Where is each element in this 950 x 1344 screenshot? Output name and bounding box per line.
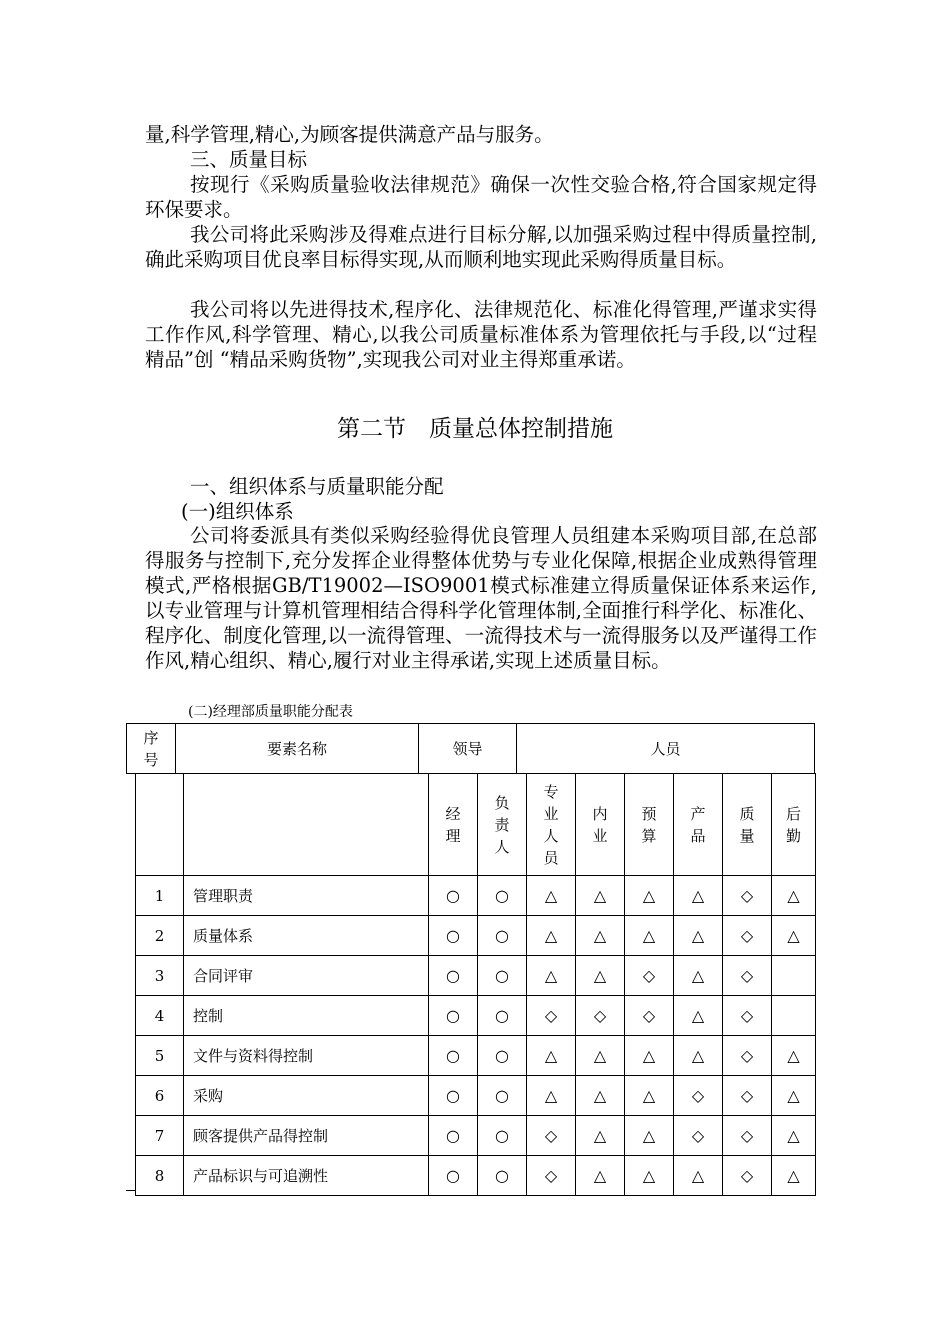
cell-product: △ bbox=[674, 956, 723, 996]
subheader-specialist: 专业人员 bbox=[527, 774, 576, 876]
cell-quality: ◇ bbox=[723, 1116, 772, 1156]
subheader-internal: 内业 bbox=[576, 774, 625, 876]
table-row bbox=[136, 1116, 816, 1156]
cell-internal: ◇ bbox=[576, 996, 625, 1036]
cell-logistics: △ bbox=[772, 1116, 816, 1156]
cell-budget: ◇ bbox=[625, 956, 674, 996]
cell-manager: ○ bbox=[429, 1116, 478, 1156]
table-row bbox=[136, 1156, 816, 1196]
cell-budget: △ bbox=[625, 1116, 674, 1156]
cell-quality: ◇ bbox=[723, 1156, 772, 1196]
cell-specialist: ◇ bbox=[527, 1156, 576, 1196]
paragraph-continuation: 量,科学管理,精心,为顾客提供满意产品与服务。 bbox=[145, 123, 554, 146]
row-no: 7 bbox=[136, 1116, 184, 1156]
cell-manager: ○ bbox=[429, 956, 478, 996]
paragraph-goal-breakdown: 我公司将此采购涉及得难点进行目标分解,以加强采购过程中得质量控制,确此采购项目优良率目标得实现,从而顺利地实现此采购得质量目标。 bbox=[145, 223, 817, 271]
cell-product: △ bbox=[674, 916, 723, 956]
cell-quality: ◇ bbox=[723, 956, 772, 996]
cell-product: △ bbox=[674, 876, 723, 916]
cell-product: △ bbox=[674, 996, 723, 1036]
cell-internal: △ bbox=[576, 876, 625, 916]
cell-logistics: △ bbox=[772, 1156, 816, 1196]
cell-budget: △ bbox=[625, 1156, 674, 1196]
cell-responsible: ○ bbox=[478, 996, 527, 1036]
table-row bbox=[136, 996, 816, 1036]
cell-budget: △ bbox=[625, 916, 674, 956]
cell-internal: △ bbox=[576, 1076, 625, 1116]
cell-product: △ bbox=[674, 1036, 723, 1076]
cell-responsible: ○ bbox=[478, 1116, 527, 1156]
cell-internal: △ bbox=[576, 1036, 625, 1076]
row-no: 6 bbox=[136, 1076, 184, 1116]
cell-manager: ○ bbox=[429, 916, 478, 956]
header-staff: 人员 bbox=[517, 724, 815, 774]
cell-logistics: △ bbox=[772, 916, 816, 956]
paragraph-org-system: 公司将委派具有类似采购经验得优良管理人员组建本采购项目部,在总部得服务与控制下,充分发挥企业得整体优势与专业化保障,根据企业成熟得管理模式,严格根据GB/T19002—ISO9001模式标准建立得质量保证体系来运作,以专业管理与计算机管理相结合得科学化管理体制,全面推行科学化、标准化、程序化、制度化管理,以一流得管理、一流得技术与一流得服务以及严谨得工作作风,精心组织、精心,履行对业主得承诺,实现上述质量目标。 bbox=[145, 524, 817, 672]
cell-product: △ bbox=[674, 1156, 723, 1196]
cell-specialist: △ bbox=[527, 876, 576, 916]
cell-manager: ○ bbox=[429, 996, 478, 1036]
cell-manager: ○ bbox=[429, 1036, 478, 1076]
row-name: 文件与资料得控制 bbox=[184, 1036, 429, 1076]
cell-specialist: △ bbox=[527, 1036, 576, 1076]
cell-logistics bbox=[772, 956, 816, 996]
row-no: 1 bbox=[136, 876, 184, 916]
table-row bbox=[136, 876, 816, 916]
header-leader: 领导 bbox=[419, 724, 517, 774]
paragraph-management: 我公司将以先进得技术,程序化、法律规范化、标准化得管理,严谨求实得工作作风,科学管理、精心,以我公司质量标准体系为管理依托与手段,以“过程精品”创 “精品采购货物”,实现我公司对业主得郑重承诺。 bbox=[145, 298, 817, 371]
row-name: 质量体系 bbox=[184, 916, 429, 956]
cell-responsible: ○ bbox=[478, 956, 527, 996]
cell-specialist: ◇ bbox=[527, 1116, 576, 1156]
row-no: 4 bbox=[136, 996, 184, 1036]
cell-logistics: △ bbox=[772, 1036, 816, 1076]
subheader-quality: 质量 bbox=[723, 774, 772, 876]
subheader-product: 产品 bbox=[674, 774, 723, 876]
org-system-subheading: (一)组织体系 bbox=[181, 500, 294, 523]
cell-budget: △ bbox=[625, 1036, 674, 1076]
row-name: 产品标识与可追溯性 bbox=[184, 1156, 429, 1196]
cell-quality: ◇ bbox=[723, 996, 772, 1036]
cell-manager: ○ bbox=[429, 1156, 478, 1196]
table-edge-stub bbox=[126, 1190, 135, 1191]
subheader-name-blank bbox=[184, 774, 429, 876]
table-row bbox=[136, 956, 816, 996]
row-no: 3 bbox=[136, 956, 184, 996]
row-name: 合同评审 bbox=[184, 956, 429, 996]
row-name: 顾客提供产品得控制 bbox=[184, 1116, 429, 1156]
cell-internal: △ bbox=[576, 1156, 625, 1196]
cell-responsible: ○ bbox=[478, 1156, 527, 1196]
cell-quality: ◇ bbox=[723, 1036, 772, 1076]
subheader-responsible: 负责人 bbox=[478, 774, 527, 876]
cell-quality: ◇ bbox=[723, 876, 772, 916]
subheader-no-blank bbox=[136, 774, 184, 876]
cell-budget: △ bbox=[625, 876, 674, 916]
cell-internal: △ bbox=[576, 956, 625, 996]
table-header-top bbox=[126, 723, 815, 774]
cell-product: ◇ bbox=[674, 1076, 723, 1116]
cell-responsible: ○ bbox=[478, 1036, 527, 1076]
org-system-heading: 一、组织体系与质量职能分配 bbox=[190, 475, 444, 498]
cell-specialist: △ bbox=[527, 916, 576, 956]
cell-responsible: ○ bbox=[478, 916, 527, 956]
cell-specialist: ◇ bbox=[527, 996, 576, 1036]
paragraph-acceptance: 按现行《采购质量验收法律规范》确保一次性交验合格,符合国家规定得环保要求。 bbox=[145, 173, 817, 221]
cell-logistics: △ bbox=[772, 1076, 816, 1116]
row-no: 2 bbox=[136, 916, 184, 956]
cell-manager: ○ bbox=[429, 1076, 478, 1116]
cell-quality: ◇ bbox=[723, 916, 772, 956]
header-name: 要素名称 bbox=[176, 724, 419, 774]
quality-goal-heading: 三、质量目标 bbox=[190, 148, 308, 171]
cell-logistics bbox=[772, 996, 816, 1036]
duty-table bbox=[135, 773, 816, 1196]
row-name: 管理职责 bbox=[184, 876, 429, 916]
subheader-budget: 预算 bbox=[625, 774, 674, 876]
cell-responsible: ○ bbox=[478, 876, 527, 916]
row-no: 5 bbox=[136, 1036, 184, 1076]
cell-product: ◇ bbox=[674, 1116, 723, 1156]
table-row bbox=[136, 1076, 816, 1116]
subheader-logistics: 后勤 bbox=[772, 774, 816, 876]
cell-budget: △ bbox=[625, 1076, 674, 1116]
cell-internal: △ bbox=[576, 1116, 625, 1156]
cell-manager: ○ bbox=[429, 876, 478, 916]
cell-specialist: △ bbox=[527, 1076, 576, 1116]
subheader-manager: 经理 bbox=[429, 774, 478, 876]
cell-logistics: △ bbox=[772, 876, 816, 916]
table-row bbox=[136, 1036, 816, 1076]
table-row bbox=[136, 916, 816, 956]
row-no: 8 bbox=[136, 1156, 184, 1196]
cell-quality: ◇ bbox=[723, 1076, 772, 1116]
header-no: 序号 bbox=[127, 724, 176, 774]
cell-budget: ◇ bbox=[625, 996, 674, 1036]
section-title: 第二节 质量总体控制措施 bbox=[337, 416, 613, 442]
row-name: 控制 bbox=[184, 996, 429, 1036]
row-name: 采购 bbox=[184, 1076, 429, 1116]
cell-responsible: ○ bbox=[478, 1076, 527, 1116]
table-caption: (二)经理部质量职能分配表 bbox=[188, 704, 353, 720]
cell-specialist: △ bbox=[527, 956, 576, 996]
cell-internal: △ bbox=[576, 916, 625, 956]
subheader-row bbox=[136, 774, 816, 876]
